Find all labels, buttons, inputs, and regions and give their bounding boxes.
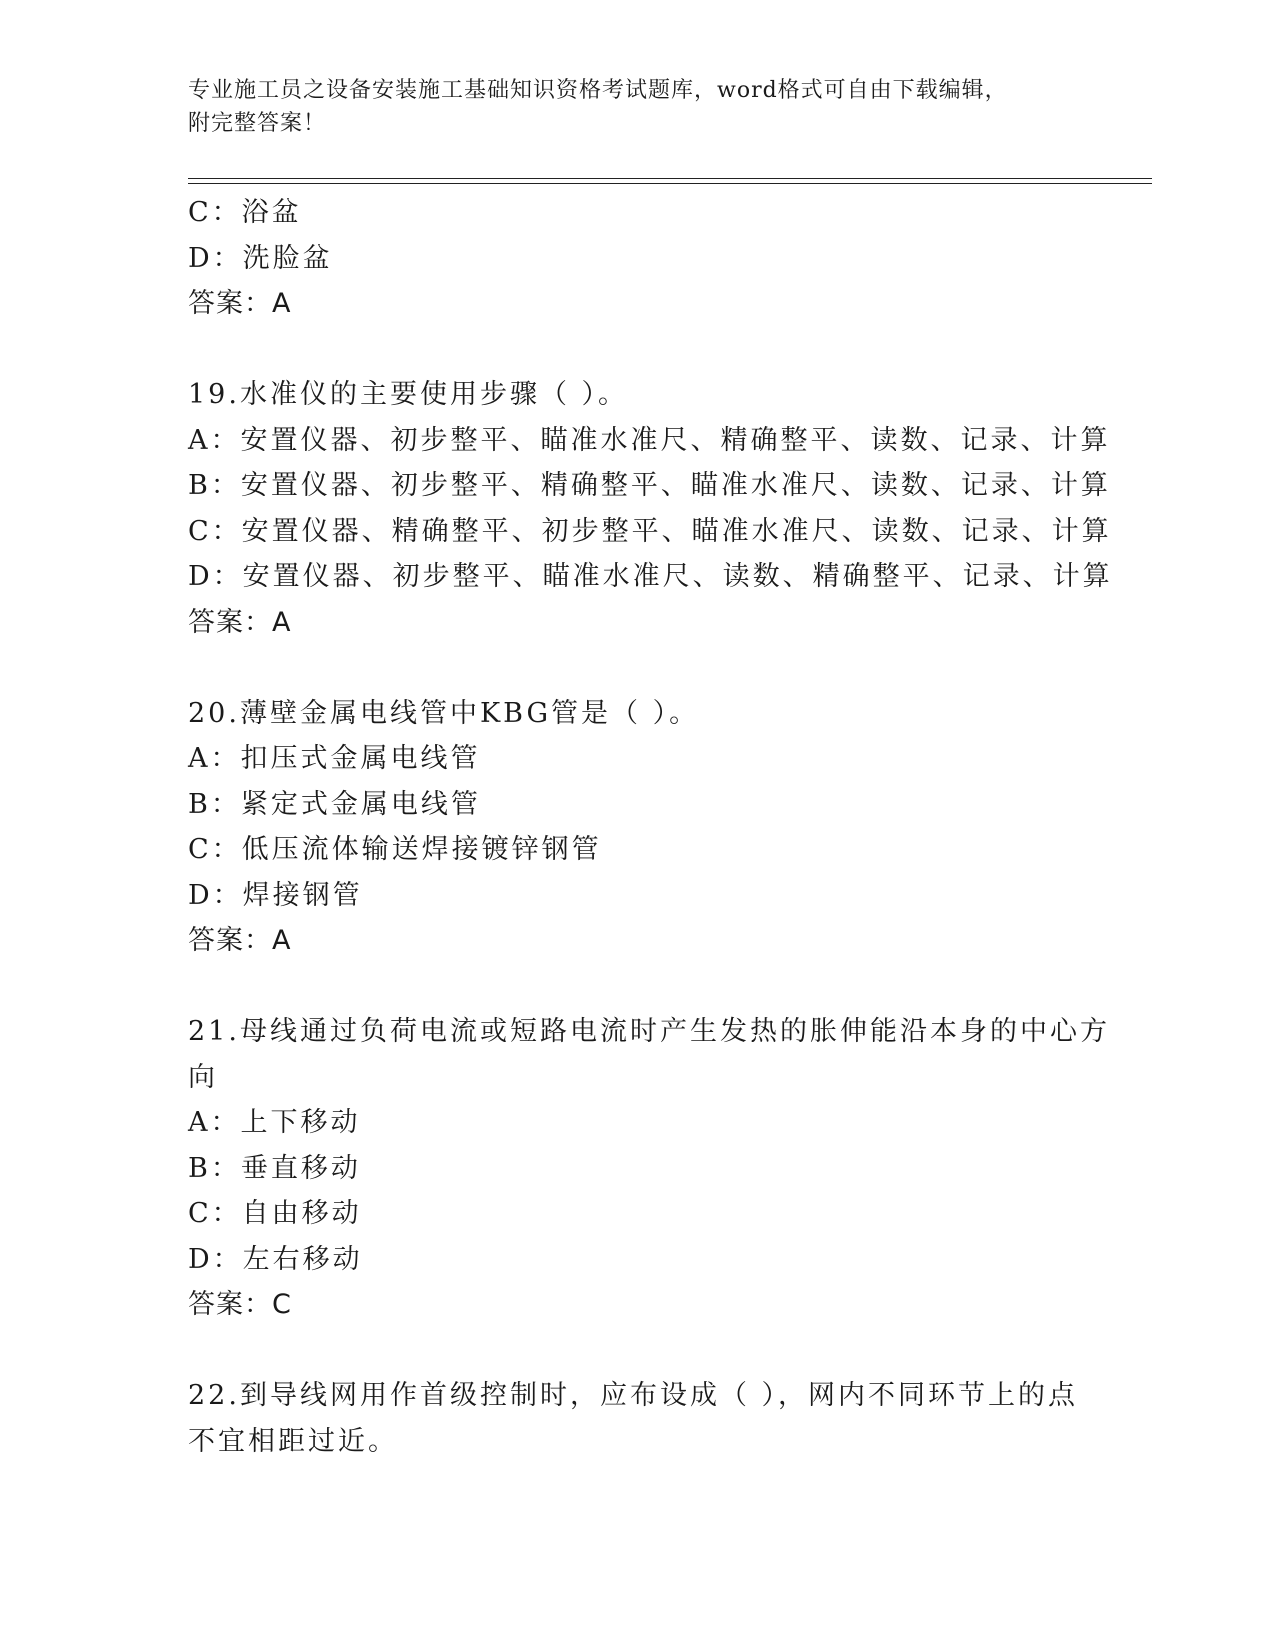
spacer <box>188 645 1088 691</box>
answer-line: 答案：A <box>188 925 292 956</box>
option-b: B：紧定式金属电线管 <box>188 788 481 820</box>
question-19 <box>188 372 1113 645</box>
answer-line: 答案：A <box>188 288 292 319</box>
question-title: 20.薄壁金属电线管中KBG管是（ ）。 <box>188 697 700 729</box>
option-b: B：垂直移动 <box>188 1152 361 1184</box>
question-title-line-2: 向 <box>188 1061 218 1093</box>
option-a: A：上下移动 <box>188 1107 361 1138</box>
answer-line: 答案：A <box>188 606 292 638</box>
option-d: D：焊接钢管 <box>188 879 363 911</box>
question-title: 19.水准仪的主要使用步骤（ ）。 <box>188 379 629 410</box>
option-c: C：低压流体输送焊接镀锌钢管 <box>188 834 602 865</box>
header-divider-bottom <box>188 183 1152 184</box>
option-d: D：洗脸盆 <box>188 242 333 274</box>
header-line-1: 专业施工员之设备安装施工基础知识资格考试题库，word格式可自由下载编辑， <box>188 78 1008 103</box>
document-body <box>188 190 1113 1464</box>
option-b: B：安置仪器、初步整平、精确整平、瞄准水准尺、读数、记录、计算 <box>188 470 1111 501</box>
header-divider-top <box>188 178 1152 179</box>
option-c: C：安置仪器、精确整平、初步整平、瞄准水准尺、读数、记录、计算 <box>188 515 1112 547</box>
option-a: A：扣压式金属电线管 <box>188 743 481 774</box>
option-d: D：安置仪器、初步整平、瞄准水准尺、读数、精确整平、记录、计算 <box>188 561 1113 592</box>
spacer <box>188 1328 1088 1374</box>
question-title-line-1: 22.到导线网用作首级控制时，应布设成（ ），网内不同环节上的点 <box>188 1380 1079 1411</box>
question-21 <box>188 1009 1110 1328</box>
question-title-line-2: 不宜相距过近。 <box>188 1425 398 1457</box>
header-line-2: 附完整答案！ <box>188 111 327 136</box>
option-c: C：自由移动 <box>188 1198 362 1229</box>
option-a: A：安置仪器、初步整平、瞄准水准尺、精确整平、读数、记录、计算 <box>188 424 1111 456</box>
answer-line: 答案：C <box>188 1289 292 1320</box>
question-20 <box>188 691 1088 964</box>
question-18-continuation <box>188 190 1088 327</box>
question-22 <box>188 1373 1088 1464</box>
option-d: D：左右移动 <box>188 1243 363 1275</box>
option-c: C：浴盆 <box>188 197 302 228</box>
document-header <box>188 74 1088 140</box>
spacer <box>188 964 1088 1010</box>
spacer <box>188 327 1088 373</box>
question-title-line-1: 21.母线通过负荷电流或短路电流时产生发热的胀伸能沿本身的中心方 <box>188 1016 1110 1047</box>
